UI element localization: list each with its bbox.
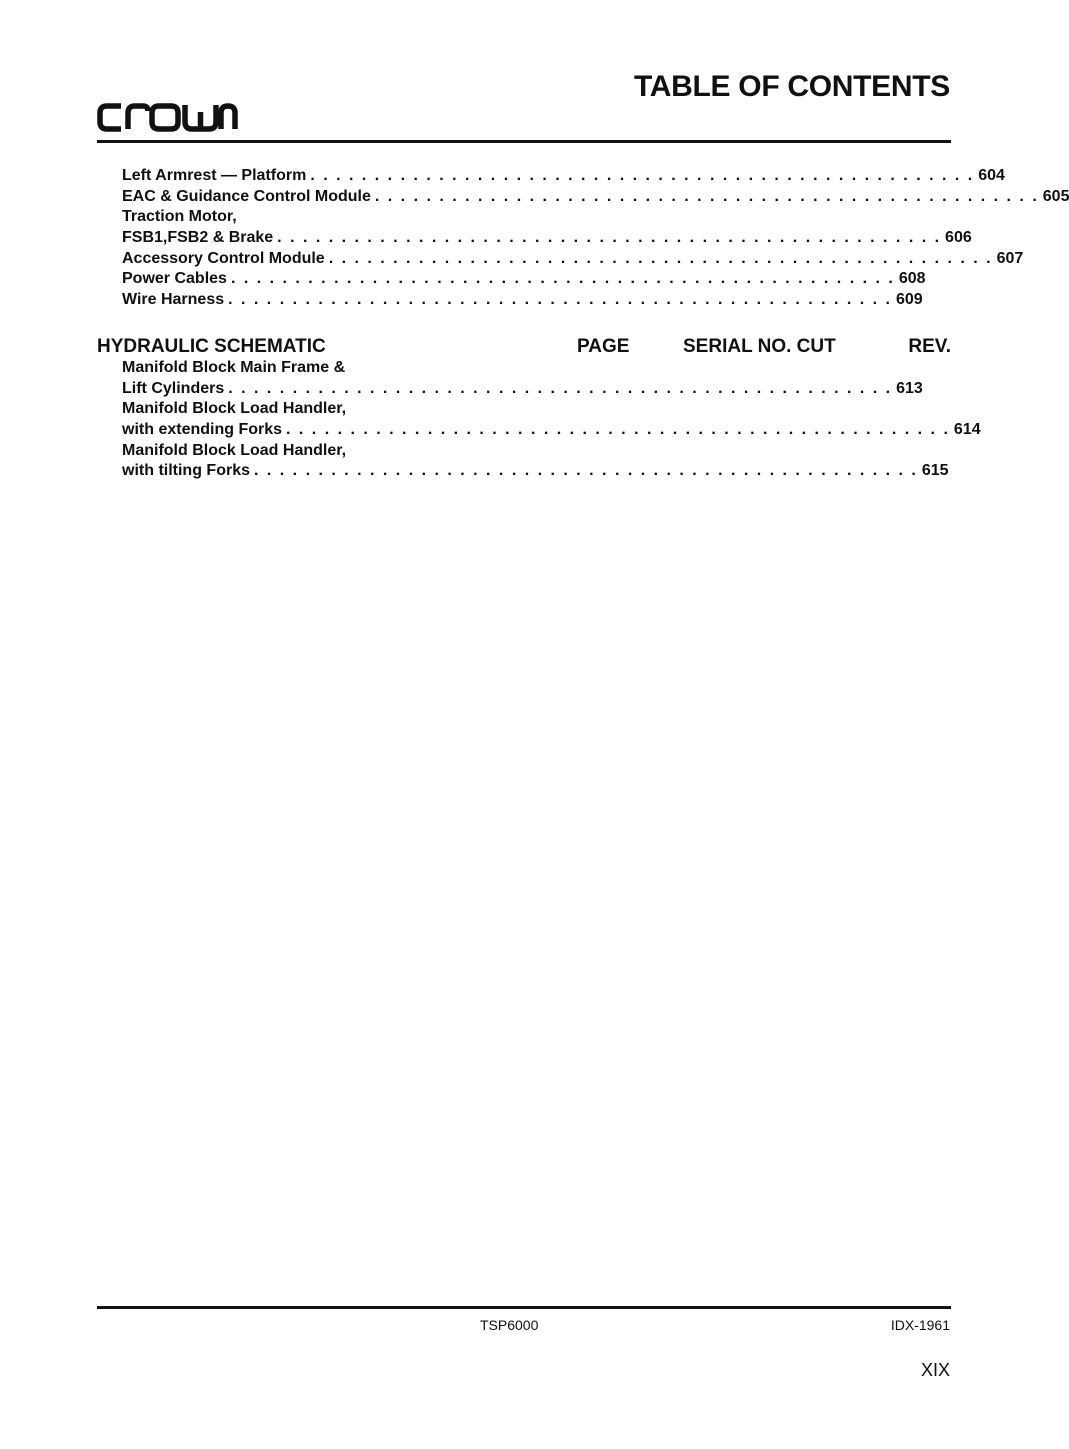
toc-entry-page: 606	[945, 229, 972, 247]
column-header-rev: REV.	[908, 336, 951, 357]
toc-entry[interactable]	[122, 269, 926, 290]
crown-logo	[97, 100, 237, 134]
toc-entry-title: with tilting Forks	[122, 462, 250, 480]
dot-leader: . . . . . . . . . . . . . . . . . . . . . . . . . . . . . . . . . . . . . . . . . . . . . . . . . . . .	[230, 270, 895, 288]
section-header-hydraulic	[97, 336, 951, 358]
toc-entry[interactable]	[122, 420, 981, 441]
toc-entry[interactable]	[122, 166, 1005, 187]
dot-leader: . . . . . . . . . . . . . . . . . . . . . . . . . . . . . . . . . . . . . . . . . . . . . . . . . . . .	[228, 291, 892, 309]
dot-leader: . . . . . . . . . . . . . . . . . . . . . . . . . . . . . . . . . . . . . . . . . . . . . . . . . . . .	[328, 249, 993, 267]
toc-entry-title: Traction Motor,	[122, 208, 237, 226]
toc-entry-page: 604	[978, 167, 1005, 184]
page-number: XIX	[920, 1360, 950, 1380]
toc-list-hydraulic	[122, 358, 981, 482]
section-title: HYDRAULIC SCHEMATIC	[97, 336, 326, 357]
toc-entry-page: 613	[896, 379, 923, 397]
dot-leader: . . . . . . . . . . . . . . . . . . . . . . . . . . . . . . . . . . . . . . . . . . . . . . . . . . . .	[254, 462, 918, 480]
toc-entry-page: 609	[896, 291, 923, 309]
toc-entry-continued[interactable]	[122, 399, 634, 420]
page-title: TABLE OF CONTENTS	[634, 70, 950, 103]
toc-entry-title: Wire Harness	[122, 291, 225, 309]
column-header-serial: SERIAL NO. CUT	[683, 336, 836, 357]
toc-entry-title: with extending Forks	[122, 421, 283, 439]
toc-entry-page: 615	[921, 462, 949, 480]
toc-entry-continued[interactable]	[122, 207, 634, 228]
toc-entry-page: 605	[1042, 187, 1069, 205]
dot-leader: . . . . . . . . . . . . . . . . . . . . . . . . . . . . . . . . . . . . . . . . . . . . . . . . . . . .	[374, 187, 1039, 205]
dot-leader: . . . . . . . . . . . . . . . . . . . . . . . . . . . . . . . . . . . . . . . . . . . . . . . . . . . .	[277, 229, 942, 247]
toc-entry-title: Left Armrest — Platform	[122, 167, 307, 184]
toc-entry-title: Power Cables	[122, 270, 227, 288]
toc-entry[interactable]	[122, 379, 923, 400]
toc-entry-continued[interactable]	[122, 358, 634, 379]
toc-list-electrical	[122, 166, 1069, 311]
toc-entry[interactable]	[122, 187, 1069, 208]
toc-entry[interactable]	[122, 228, 972, 249]
toc-entry[interactable]	[122, 290, 923, 311]
toc-entry-continued[interactable]	[122, 441, 634, 462]
toc-entry-title: Accessory Control Module	[122, 249, 325, 267]
toc-entry-title: Manifold Block Load Handler,	[122, 441, 347, 459]
toc-entry-title: Manifold Block Load Handler,	[122, 400, 347, 418]
footer-divider	[97, 1306, 951, 1309]
toc-entry-title: Manifold Block Main Frame &	[122, 359, 346, 376]
dot-leader: . . . . . . . . . . . . . . . . . . . . . . . . . . . . . . . . . . . . . . . . . . . . . . . . . . . .	[228, 379, 893, 397]
dot-leader: . . . . . . . . . . . . . . . . . . . . . . . . . . . . . . . . . . . . . . . . . . . . . . . . . . . .	[286, 421, 950, 439]
toc-entry-title: FSB1,FSB2 & Brake	[122, 229, 274, 247]
toc-entry-title: Lift Cylinders	[122, 379, 225, 397]
crown-logo-icon	[97, 100, 237, 134]
column-header-page: PAGE	[577, 336, 630, 357]
dot-leader: . . . . . . . . . . . . . . . . . . . . . . . . . . . . . . . . . . . . . . . . . . . . . . . . . . . .	[310, 167, 975, 184]
toc-entry-page: 608	[898, 270, 926, 288]
toc-entry-page: 607	[996, 249, 1024, 267]
header-divider	[97, 140, 951, 143]
toc-entry[interactable]	[122, 461, 949, 482]
toc-entry[interactable]	[122, 249, 1024, 270]
toc-entry-title: EAC & Guidance Control Module	[122, 187, 371, 205]
toc-entry-page: 614	[953, 421, 981, 439]
footer-doc-code: TSP6000	[480, 1317, 539, 1333]
footer-index-code: IDX-1961	[890, 1317, 950, 1333]
